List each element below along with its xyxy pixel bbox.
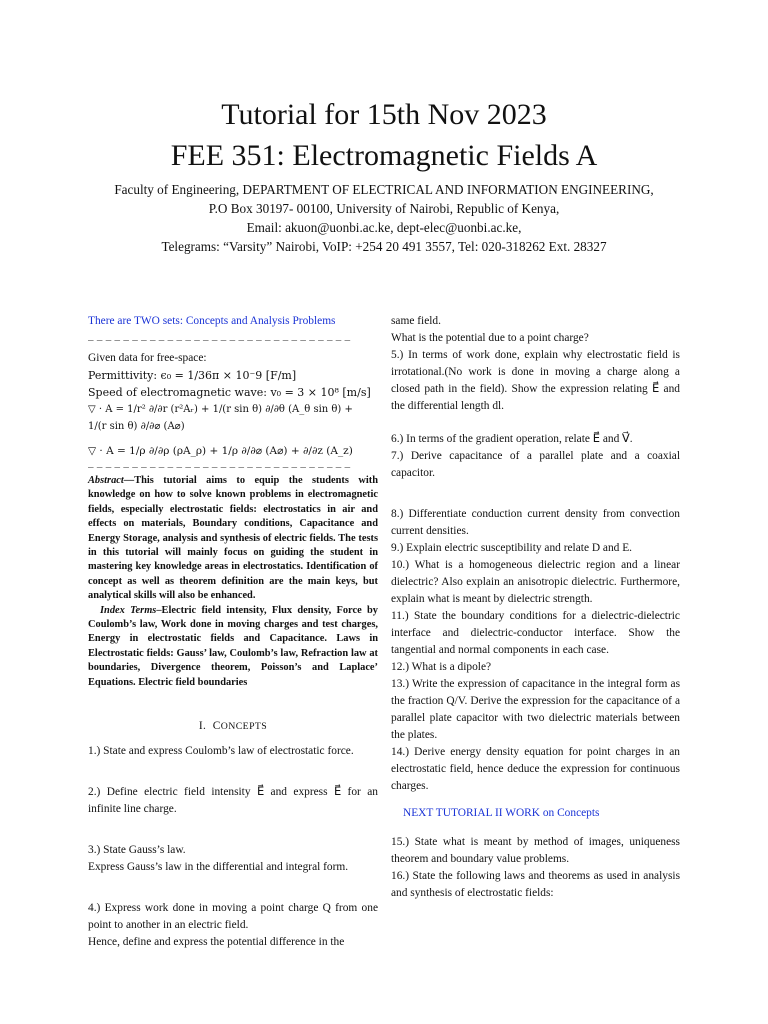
question-3-followup: Express Gauss’s law in the differential and integral form.	[88, 861, 349, 874]
index-terms-text: –Electric field intensity, Flux density, Force by Coulomb’s law, Work done in moving charges and test charges, Energy in electrostatic fields and Capacitance. Laws in Electrostatic fields: Gauss’ law, Coulomb’s law, Refraction law at boundaries, Divergence theorem, Poisson’s and Laplace’ Equations. Electric field boundaries	[88, 604, 378, 688]
permittivity-formula: Permittivity: ϵ₀ = 1/36π × 10⁻9 [F/m]	[88, 369, 297, 382]
speed-formula: Speed of electromagnetic wave: v₀ = 3 × 10⁸ [m/s]	[88, 386, 371, 399]
question-13: 13.) Write the expression of capacitance in the integral form as the fraction Q/V. Derive the expression for the capacitance of a parallel plate capacitor with two dielectric materials between the plates.	[391, 678, 680, 741]
title-line-2: FEE 351: Electromagnetic Fields A	[170, 139, 598, 172]
divider-dashes: – – – – – – – – – – – – – – – – – – – – – – – – – – – – – –	[88, 334, 351, 346]
abstract-text: —This tutorial aims to equip the students with knowledge on how to solve known problems in electromagnetic fields, especially electrostatic fields: electrostatics in air and effects on materials, Boundary conditions, Capacitance and Energy Storage, analysis and synthesis of electric fields. The tests in this tutorial will mainly focus on guiding the student in mastering key knowledge areas in electrostatics. Identification of concept as well as theorem definition are the main keys, but analytical skills will also be enhanced.	[88, 475, 378, 602]
divergence-spherical-formula-cont: 1/(r sin θ) ∂/∂⌀ (A⌀)	[88, 421, 185, 432]
question-5: 5.) In terms of work done, explain why electrostatic field is irrotational.(No work is done in moving a charge along a closed path in the field). Show the expression relating E⃗ and the differential length dl.	[391, 349, 680, 412]
question-8: 8.) Differentiate conduction current density from convection current densities.	[391, 508, 680, 537]
question-4-followup: Hence, define and express the potential difference in the	[88, 936, 345, 949]
question-7: 7.) Derive capacitance of a parallel plate and a coaxial capacitor.	[391, 450, 680, 479]
question-2: 2.) Define electric field intensity E⃗ and express E⃗ for an infinite line charge.	[88, 786, 378, 816]
affiliation-line-2: P.O Box 30197- 00100, University of Nairobi, Republic of Kenya,	[208, 201, 560, 216]
sets-line: There are TWO sets: Concepts and Analysis Problems	[88, 315, 336, 327]
question-14: 14.) Derive energy density equation for point charges in an electrostatic field, hence deduce the expression for continuous charges.	[391, 746, 680, 792]
question-4-point-charge: What is the potential due to a point charge?	[391, 332, 589, 344]
question-15: 15.) State what is meant by method of images, uniqueness theorem and boundary value problems.	[391, 836, 680, 865]
question-1: 1.) State and express Coulomb’s law of electrostatic force.	[88, 745, 354, 758]
divider-dashes-2: – – – – – – – – – – – – – – – – – – – – – – – – – – – – – –	[88, 461, 351, 473]
affiliation-line-1: Faculty of Engineering, DEPARTMENT OF ELECTRICAL AND INFORMATION ENGINEERING,	[114, 182, 654, 197]
abstract	[88, 474, 378, 604]
affiliation-email: Email: akuon@uonbi.ac.ke, dept-elec@uonbi.ac.ke,	[246, 220, 522, 235]
question-3: 3.) State Gauss’s law.	[88, 844, 186, 857]
section-title-rest: ONCEPTS	[220, 721, 268, 733]
given-data-label: Given data for free-space:	[88, 352, 207, 364]
section-heading	[88, 718, 378, 735]
index-terms-label: Index Terms	[100, 604, 157, 616]
affiliation-telegrams: Telegrams: “Varsity” Nairobi, VoIP: +254 20 491 3557, Tel: 020-318262 Ext. 28327	[161, 239, 607, 254]
question-12: 12.) What is a dipole?	[391, 661, 492, 673]
next-tutorial-heading: NEXT TUTORIAL II WORK on Concepts	[403, 807, 600, 819]
question-6: 6.) In terms of the gradient operation, relate E⃗ and V⃗.	[391, 433, 633, 445]
right-column	[391, 313, 680, 902]
question-11: 11.) State the boundary conditions for a dielectric-dielectric interface and dielectric-conductor interface. Show the tangential and normal components in each case.	[391, 610, 680, 656]
question-4-continued: same field.	[391, 315, 441, 327]
index-terms	[88, 604, 378, 690]
abstract-label: Abstract	[88, 475, 124, 486]
question-9: 9.) Explain electric susceptibility and relate D and E.	[391, 542, 633, 554]
question-10: 10.) What is a homogeneous dielectric region and a linear dielectric? Also explain an anisotropic dielectric. Furthermore, explain what is meant by dielectric strength.	[391, 559, 680, 605]
title-line-1: Tutorial for 15th Nov 2023	[221, 98, 547, 131]
left-column	[88, 313, 378, 951]
section-initial: C	[212, 720, 221, 733]
divergence-spherical-formula: ▽ · A = 1/r² ∂/∂r (r²Aᵣ) + 1/(r sin θ) ∂/∂θ (A_θ sin θ) +	[88, 404, 353, 415]
section-number: I.	[198, 720, 207, 733]
question-16: 16.) State the following laws and theorems as used in analysis and synthesis of electrostatic fields:	[391, 870, 680, 899]
divergence-cylindrical-formula: ▽ · A = 1/ρ ∂/∂ρ (ρA_ρ) + 1/ρ ∂/∂⌀ (A⌀) + ∂/∂z (A_z)	[88, 445, 353, 457]
question-4: 4.) Express work done in moving a point charge Q from one point to another in an electric field.	[88, 902, 378, 932]
